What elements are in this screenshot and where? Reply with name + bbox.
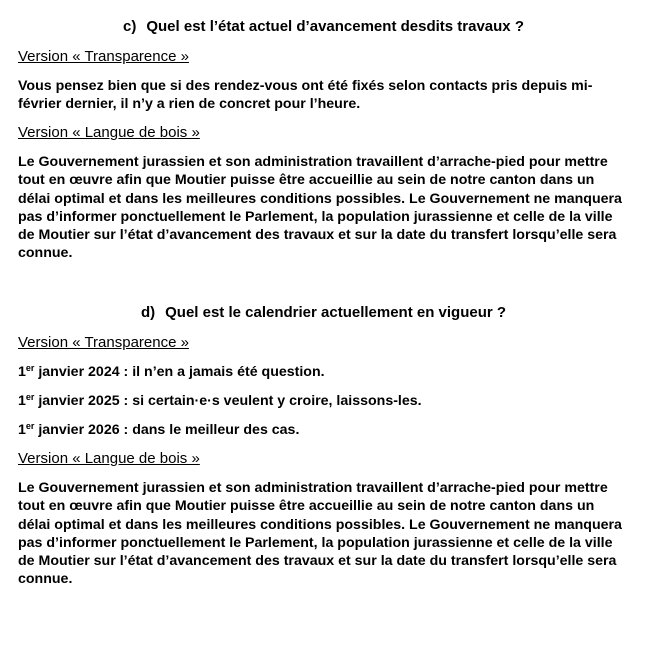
section-c-langue-de-bois-text: Le Gouvernement jurassien et son administration travaillent d’arrache-pied pour mettre tout en œuvre afin que Moutier puisse être accueillie au sein de notre canton dans un délai optimal et dans les meilleures conditions possibles. Le Gouvernement ne manquera pas d’informer ponctuellement le Parlement, la population jurassienne et celle de la ville de Moutier sur l’état d’avancement des travaux et sur la date du transfert lorsqu’elle sera connue.: [18, 154, 622, 262]
section-d-label: d): [140, 304, 156, 321]
date-ordinal: er: [25, 363, 35, 373]
date-day: 1: [18, 422, 26, 438]
date-text: janvier 2025 : si certain·e·s veulent y croire, laissons-les.: [34, 393, 422, 409]
section-d-transparence-title: Version « Transparence »: [18, 334, 189, 351]
date-ordinal: er: [25, 421, 35, 431]
section-c-heading: [0, 18, 647, 36]
date-day: 1: [18, 393, 26, 409]
date-ordinal: er: [25, 392, 35, 402]
section-c-label: c): [123, 18, 137, 35]
date-text: janvier 2026 : dans le meilleur des cas.: [34, 422, 300, 438]
date-line: [18, 363, 325, 381]
date-text: janvier 2024 : il n’en a jamais été question.: [34, 364, 325, 380]
section-d-heading: [0, 304, 647, 322]
section-c-transparence-title: Version « Transparence »: [18, 48, 189, 65]
section-c-langue-de-bois-title: Version « Langue de bois »: [18, 124, 200, 141]
date-line: [18, 392, 422, 410]
date-day: 1: [18, 364, 26, 380]
date-line: [18, 421, 299, 439]
section-c-transparence-text: Vous pensez bien que si des rendez-vous ont été fixés selon contacts pris depuis mi-février dernier, il n’y a rien de concret pour l’heure.: [18, 78, 593, 113]
section-d-question: Quel est le calendrier actuellement en vigueur ?: [165, 304, 507, 321]
section-c-question: Quel est l’état actuel d’avancement desdits travaux ?: [146, 18, 524, 35]
section-d-langue-de-bois-title: Version « Langue de bois »: [18, 450, 200, 467]
section-d-langue-de-bois-text: Le Gouvernement jurassien et son administration travaillent d’arrache-pied pour mettre tout en œuvre afin que Moutier puisse être accueillie au sein de notre canton dans un délai optimal et dans les meilleures conditions possibles. Le Gouvernement ne manquera pas d’informer ponctuellement le Parlement, la population jurassienne et celle de la ville de Moutier sur l’état d’avancement des travaux et sur la date du transfert lorsqu’elle sera connue.: [18, 480, 622, 588]
